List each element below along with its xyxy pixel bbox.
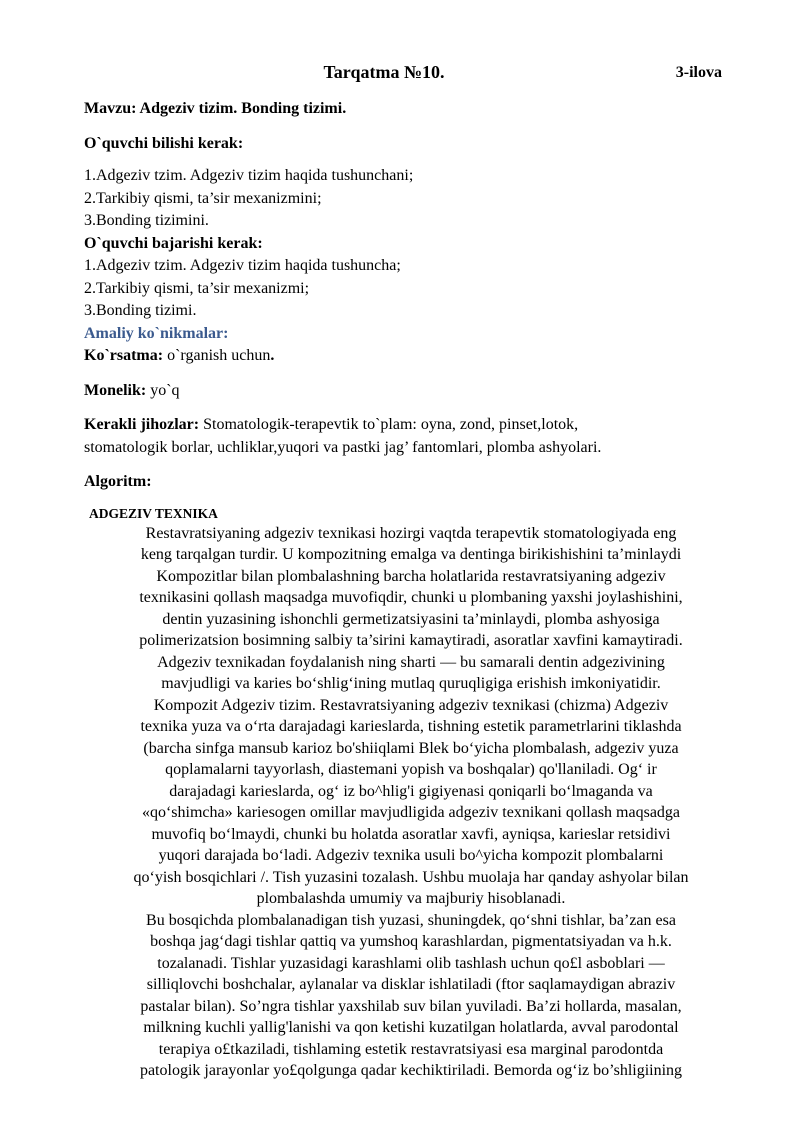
body-line: plombalashda umumiy va majburiy hisoblanadi. [256, 890, 566, 907]
algorithm-heading: Algoritm: [84, 473, 152, 490]
do-list [84, 255, 734, 323]
list-item: 2.Tarkibiy qismi, ta’sir mexanizmi; [84, 279, 310, 297]
list-item: 3.Bonding tizimini. [84, 212, 209, 229]
instruction-period: . [270, 347, 275, 364]
document-content [84, 98, 734, 1082]
section-body [82, 523, 740, 1082]
body-line: pastalar bilan). So’ngra tishlar yaxshilab suv bilan yuviladi. Ba’zi hollarda, masalan, [140, 997, 682, 1015]
topic-line: Mavzu: Adgeziv tizim. Bonding tizimi. [84, 100, 347, 117]
body-line: Restavratsiyaning adgeziv texnikasi hozirgi vaqtda terapevtik stomatologiyada eng [145, 524, 677, 542]
body-line: polimerizatsion bosimning salbiy ta’sirini kamaytiradi, asoratlar xavfini kamaytiradi. [139, 632, 683, 649]
skills-heading: Amaliy ko`nikmalar: [84, 324, 229, 342]
body-line: (barcha sinfga mansub karioz bo'shiiqlami Blek bo‘yicha plombalash, adgeziv yuza [143, 739, 679, 757]
body-line: qoplamalarni tayyorlash, diastemani yopish va boshqalar) qo'llaniladi. Og‘ ir [165, 761, 657, 778]
body-line: Adgeziv texnikadan foydalanish ning sharti — bu samarali dentin adgezivining [157, 653, 665, 671]
body-line: keng tarqalgan turdir. U kompozitning emalga va dentinga birikishishini ta’minlaydi [140, 546, 682, 563]
monitoring-label: Monelik: [84, 381, 147, 399]
list-item: 1.Adgeziv tzim. Adgeziv tizim haqida tushunchani; [84, 167, 414, 184]
equipment-text: Stomatologik-terapevtik to`plam: oyna, zond, pinset,lotok, [199, 416, 579, 433]
monitoring-value: yo`q [146, 381, 180, 399]
list-item: 2.Tarkibiy qismi, ta’sir mexanizmini; [84, 189, 322, 207]
body-line: texnika yuza va o‘rta darajadagi karieslarda, tishning estetik parametrlarini tiklashda [140, 718, 682, 735]
body-line: yuqori darajada bo‘ladi. Adgeziv texnika usuli bo^yicha kompozit plombalarni [158, 847, 664, 864]
body-line: texnikasini qollash maqsadga muvofiqdir, chunki u plombaning yaxshi joylashishini, [139, 589, 683, 606]
do-heading: O`quvchi bajarishi kerak: [84, 234, 263, 252]
body-line: silliqlovchi boshchalar, aylanalar va disklar ishlatiladi (ftor saqlamaydigan abraziv [146, 976, 676, 993]
body-line: mavjudligi va karies bo‘shlig‘ining mutlaq quruqligiga erishish imkoniyatidir. [161, 675, 661, 692]
annex-label: 3-ilova [675, 64, 722, 81]
list-item: 1.Adgeziv tzim. Adgeziv tizim haqida tushuncha; [84, 257, 401, 274]
body-line: muvofiq bo‘lmaydi, chunki bu holatda asoratlar xavfi, ayniqsa, karieslar retsidivi [151, 825, 671, 843]
instruction-label: Ko`rsatma: [84, 347, 164, 364]
know-heading: O`quvchi bilishi kerak: [84, 134, 244, 152]
body-line: tozalanadi. Tishlar yuzasidagi karashlami olib tashlash uchun qo£l asboblari — [157, 954, 665, 972]
body-line: boshqa jag‘dagi tishlar qattiq va yumshoq karashlardan, pigmentatsiyadan va h.k. [150, 933, 672, 950]
body-line: dentin yuzasining ishonchli germetizatsiyasini ta’minlaydi, plomba ashyosiga [162, 610, 660, 628]
monitoring-line [84, 380, 734, 403]
body-line: milkning kuchli yallig'lanishi va qon ketishi kuzatilgan holatlarda, avval parodontal [143, 1019, 679, 1036]
body-line: patologik jarayonlar yo£qolgunga qadar kechiktiriladi. Bemorda og‘iz bo’shligiining [139, 1062, 683, 1079]
body-line: «qo‘shimcha» kariesogen omillar mavjudligida adgeziv texnikani qollash maqsadga [141, 804, 681, 821]
body-line: Bu bosqichda plombalanadigan tish yuzasi, shuningdek, qo‘shni tishlar, ba’zan esa [146, 911, 676, 929]
body-line: Kompozitlar bilan plombalashning barcha holatlarida restavratsiyaning adgeziv [156, 567, 666, 585]
body-line: Kompozit Adgeziv tizim. Restavratsiyaning adgeziv texnikasi (chizma) Adgeziv [153, 696, 669, 714]
instruction-line [84, 345, 734, 368]
equipment-text-continued: stomatologik borlar, uchliklar,yuqori va pastki jag’ fantomlari, plomba ashyolari. [84, 438, 602, 456]
equipment-label: Kerakli jihozlar: [84, 416, 200, 433]
equipment-block [84, 414, 734, 459]
instruction-value: o`rganish uchun [163, 347, 271, 364]
document-header [84, 62, 724, 88]
handout-title: Tarqatma №10. [323, 62, 445, 82]
section-heading: ADGEZIV TEXNIKA [89, 505, 218, 521]
equipment-line [84, 414, 734, 437]
body-line: terapiya o£tkaziladi, tishlaming estetik restavratsiyasi esa marginal parodontda [158, 1040, 664, 1058]
know-list [84, 165, 734, 233]
body-line: darajadagi karieslarda, og‘ iz bo^hlig'i gigiyenasi qoniqarli bo‘lmaganda va [169, 782, 653, 800]
body-line: qo‘yish bosqichlari /. Tish yuzasini tozalash. Ushbu muolaja har qanday ashyolar bilan [133, 868, 689, 886]
list-item: 3.Bonding tizimi. [84, 302, 197, 319]
